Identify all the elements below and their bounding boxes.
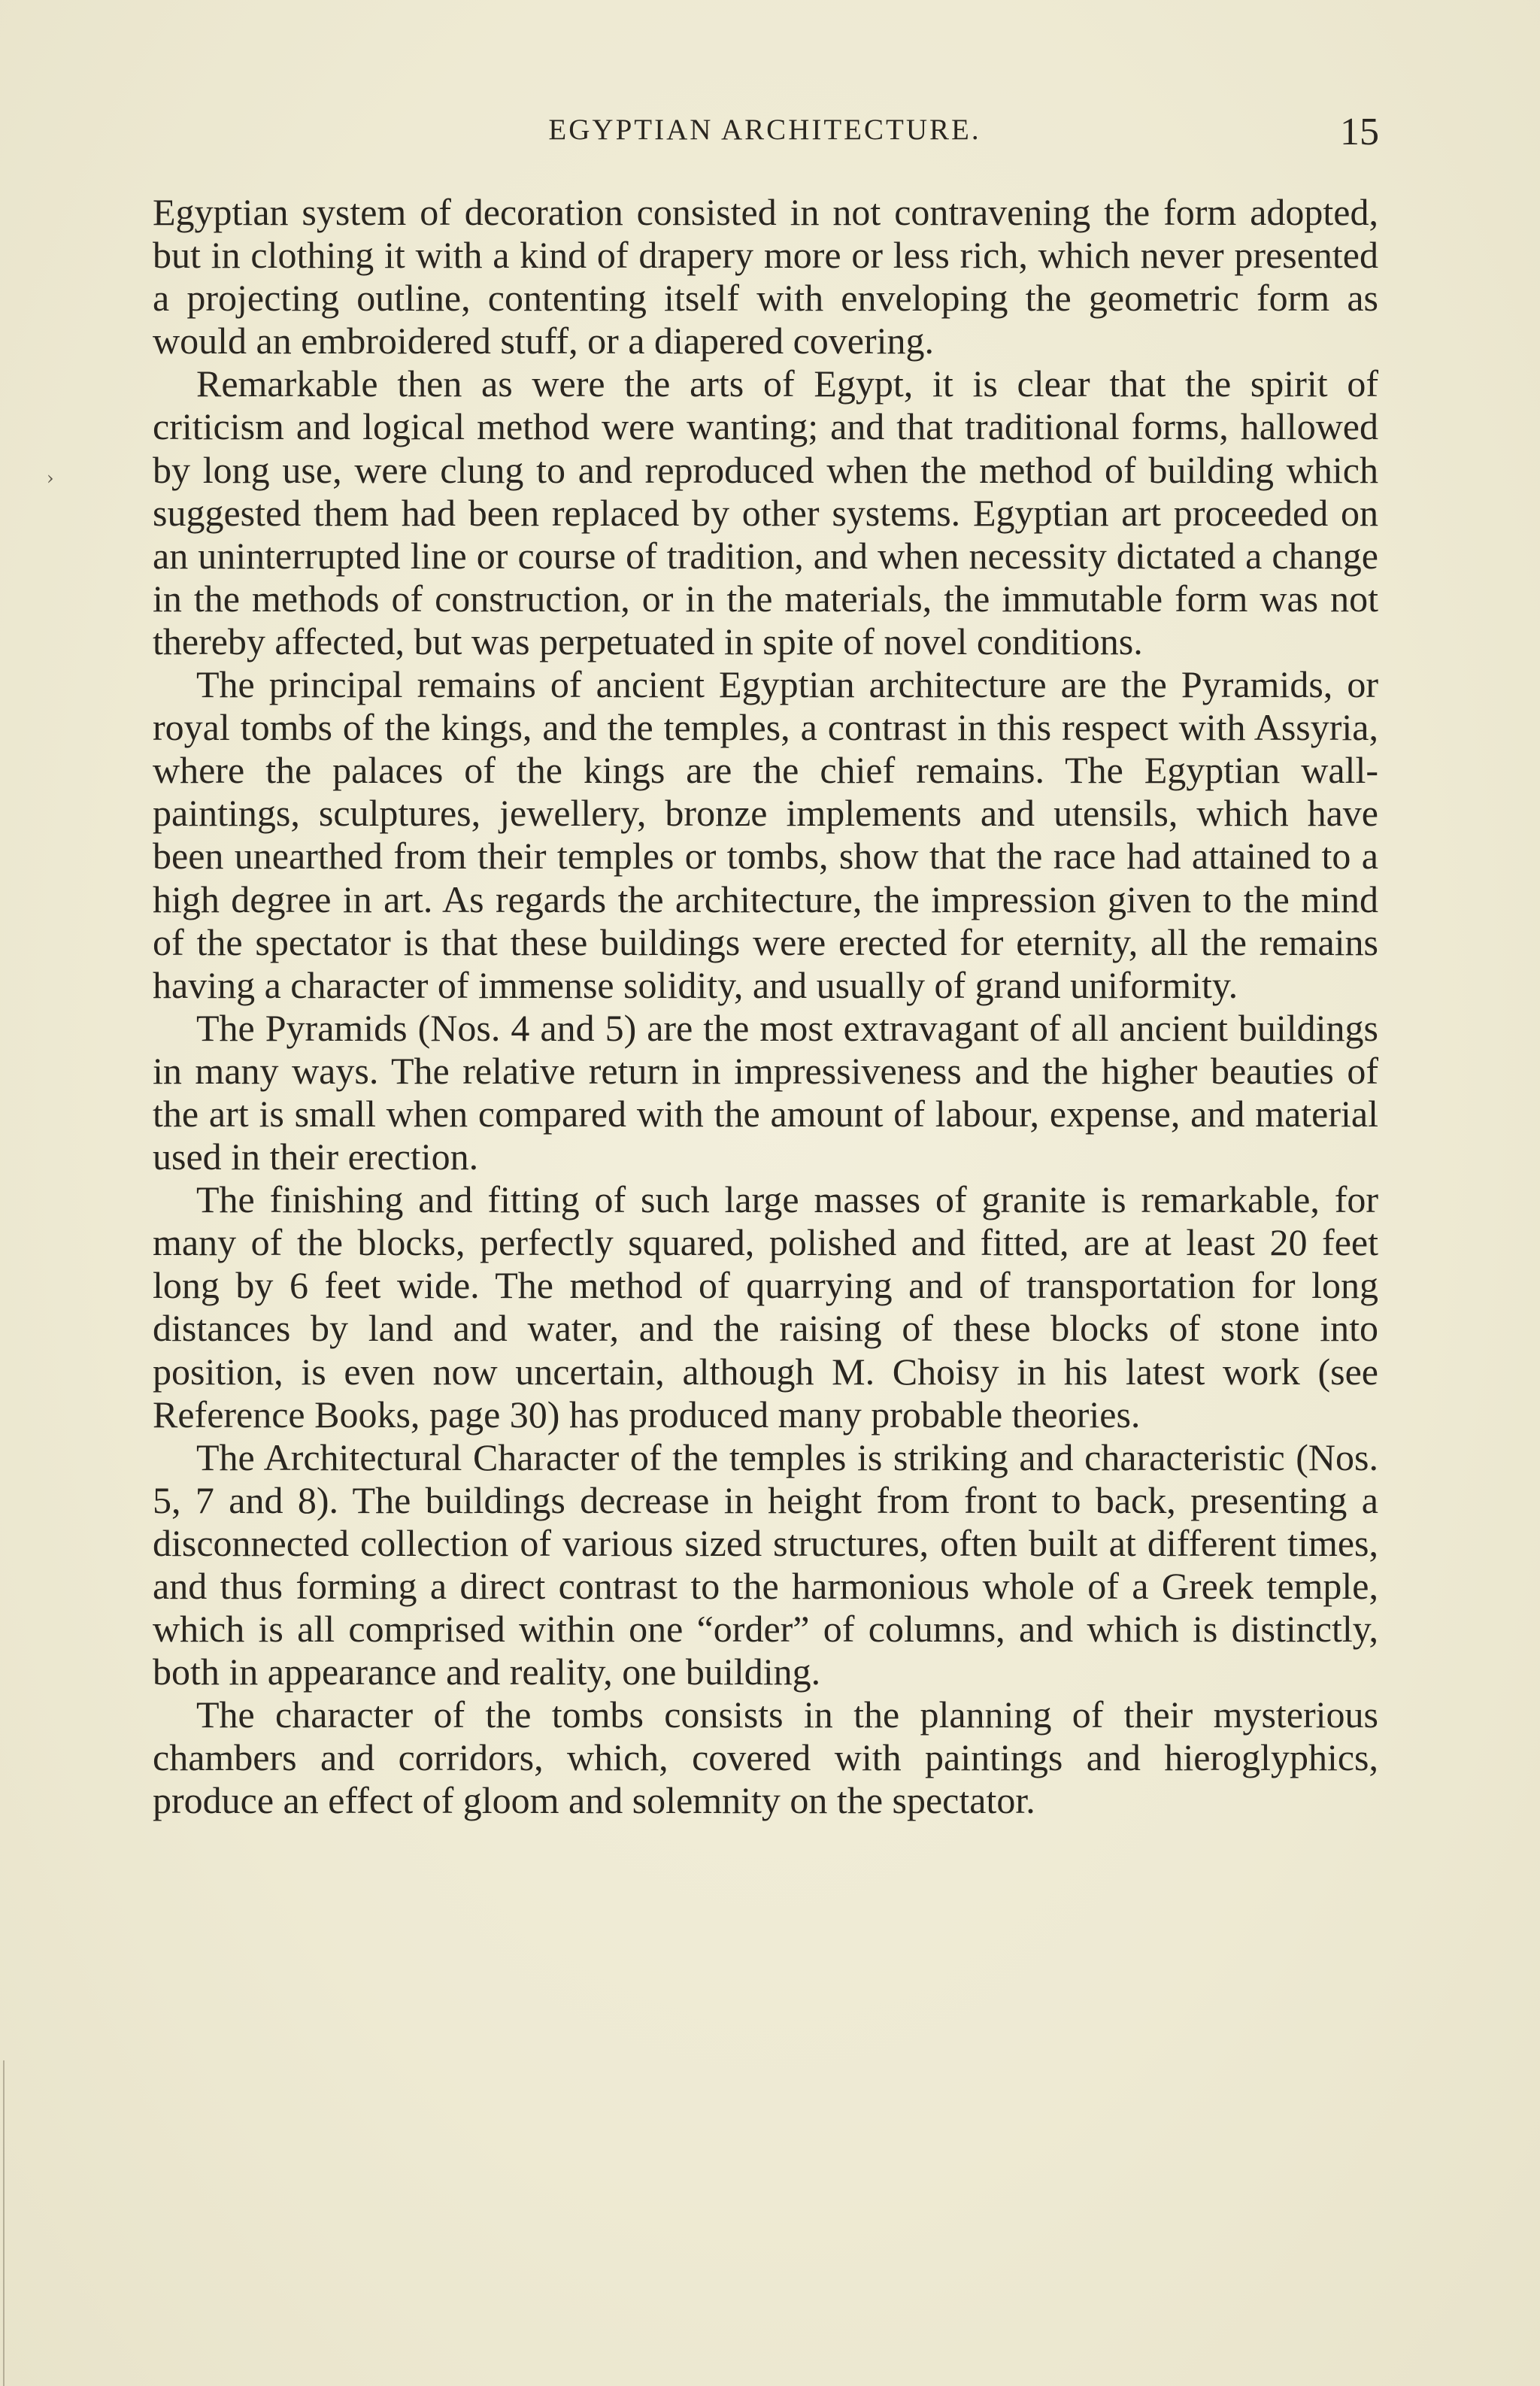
paragraph-temples: The Architectural Character of the temples is striking and characteristic (Nos. 5, 7 and 8). The buildings decrease in height from front to back, presenting a disconnected collection of various sized structures, often built at different times, and thus forming a direct contrast to the harmonious whole of a Greek temple, which is all comprised within one “order” of columns, and which is distinctly, both in appearance and reality, one building. xyxy=(153,1436,1378,1693)
paragraph-decoration: Egyptian system of decoration consisted in not contravening the form adopted, but in clothing it with a kind of drapery more or less rich, which never presented a projecting outline, contenting itself with enveloping the geometric form as would an embroidered stuff, or a diapered covering. xyxy=(153,191,1378,362)
paragraph-granite: The finishing and fitting of such large masses of granite is remarkable, for many of the blocks, perfectly squared, polished and fitted, are at least 20 feet long by 6 feet wide. The method of quarrying and of transportation for long distances by land and water, and the raising of these blocks of stone into position, is even now uncertain, although M. Choisy in his latest work (see Reference Books, page 30) has produced many probable theories. xyxy=(153,1178,1378,1436)
paragraph-tombs: The character of the tombs consists in the planning of their mysterious chambers and corridors, which, covered with paintings and hieroglyphics, produce an effect of gloom and solemnity on the spectator. xyxy=(153,1693,1378,1822)
paragraph-pyramids: The Pyramids (Nos. 4 and 5) are the most extravagant of all ancient buildings in many ways. The relative return in impressiveness and the higher beauties of the art is small when compared with the amount of labour, expense, and material used in their erection. xyxy=(153,1006,1378,1178)
paragraph-remains: The principal remains of ancient Egyptian architecture are the Pyramids, or royal tombs of the kings, and the temples, a contrast in this respect with Assyria, where the palaces of the kings are the chief remains. The Egyptian wall-paintings, sculptures, jewellery, bronze implements and utensils, which have been unearthed from their temples or tombs, show that the race had attained to a high degree in art. As regards the architecture, the impression given to the mind of the spectator is that these buildings were erected for eternity, all the remains having a character of immense solidity, and usually of grand uniformity. xyxy=(153,663,1378,1006)
running-head: EGYPTIAN ARCHITECTURE. xyxy=(548,114,981,146)
page-edge-shadow xyxy=(3,2060,5,2386)
margin-mark: › xyxy=(47,468,54,489)
paragraph-tradition: Remarkable then as were the arts of Egypt, it is clear that the spirit of criticism and logical method were wanting; and that traditional forms, hallowed by long use, were clung to and reproduced when the method of building which suggested them had been replaced by other systems. Egyptian art proceeded on an uninterrupted line or course of tradition, and when necessity dictated a change in the methods of construction, or in the materials, the immutable form was not thereby affected, but was perpetuated in spite of novel conditions. xyxy=(153,362,1378,662)
page-number: 15 xyxy=(1340,111,1379,153)
page-header xyxy=(150,113,1379,165)
body-text xyxy=(153,191,1378,1823)
